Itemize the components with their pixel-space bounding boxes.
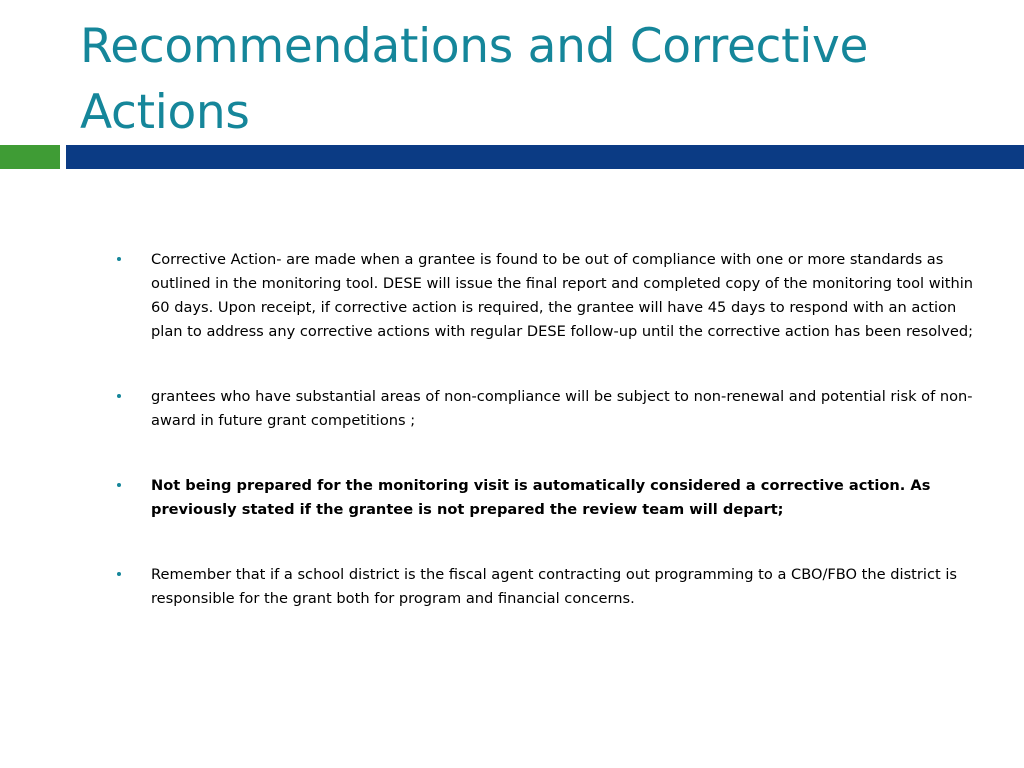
- bullet-text: Not being prepared for the monitoring visit is automatically considered a corrective action. As previously stated if the grantee is not prepared the review team will depart;: [151, 477, 931, 518]
- bullet-text: grantees who have substantial areas of non-compliance will be subject to non-renewal and potential risk of non-award in future grant competitions ;: [151, 388, 973, 429]
- bullet-dot-icon: [117, 572, 121, 576]
- bullet-item-corrective-action: [117, 248, 977, 344]
- title-band-blue-bar: [66, 145, 1024, 169]
- bullet-text: Remember that if a school district is the fiscal agent contracting out programming to a CBO/FBO the district is responsible for the grant both for program and financial concerns.: [151, 566, 957, 607]
- bullet-dot-icon: [117, 483, 121, 487]
- title-band-green-accent: [0, 145, 60, 169]
- bullet-text: Corrective Action- are made when a grantee is found to be out of compliance with one or more standards as outlined in the monitoring tool. DESE will issue the final report and completed copy of the monitoring tool within 60 days. Upon receipt, if corrective action is required, the grantee will have 45 days to respond with an action plan to address any corrective actions with regular DESE follow-up until the corrective action has been resolved;: [151, 251, 974, 340]
- bullet-item-non-compliance: [117, 385, 977, 433]
- bullet-item-not-prepared: [117, 474, 977, 522]
- bullet-dot-icon: [117, 394, 121, 398]
- slide-title: Recommendations and Corrective Actions: [80, 19, 869, 140]
- bullet-dot-icon: [117, 257, 121, 261]
- bullet-item-fiscal-agent: [117, 563, 977, 611]
- bullet-list: [117, 248, 977, 652]
